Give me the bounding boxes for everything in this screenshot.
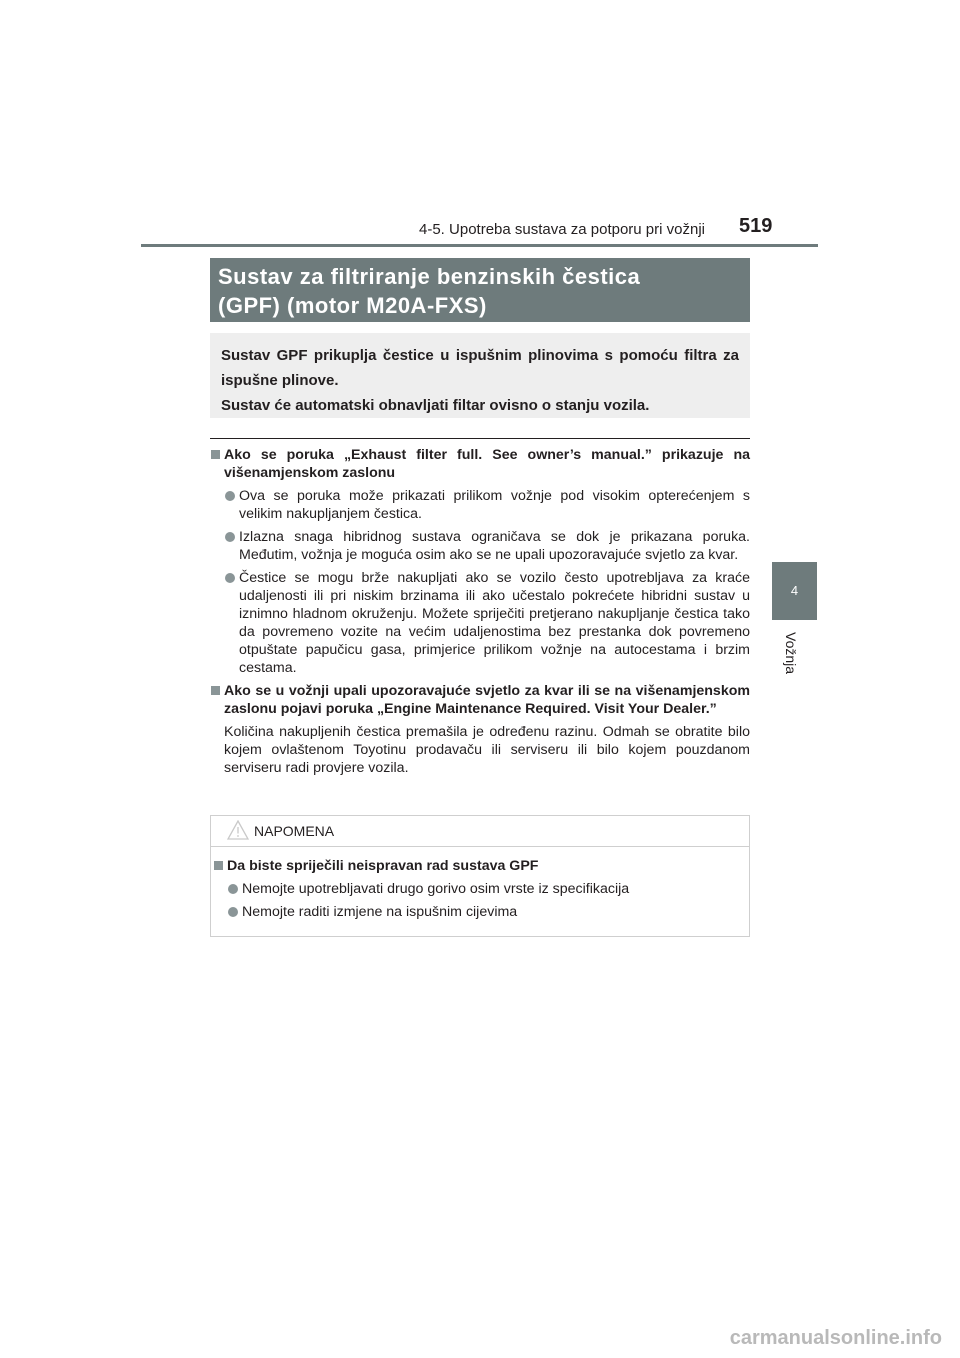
chapter-tab [772, 562, 817, 620]
header-divider [141, 244, 818, 247]
circle-bullet-icon [225, 573, 235, 583]
list-item [210, 528, 750, 564]
list-item-text: Izlazna snaga hibridnog sustava ograničava se dok je prikazana poruka. Međutim, vožnja je moguća osim ako se ne upali upozoravajuće svjetlo za kvar. [239, 529, 750, 563]
header-section-title: 4-5. Upotreba sustava za potporu pri vožnji [419, 221, 705, 238]
section1-heading [210, 446, 750, 482]
circle-bullet-icon [225, 491, 235, 501]
notice-box [210, 815, 750, 937]
section1-heading-text: Ako se poruka „Exhaust filter full. See owner’s manual.” prikazuje na višenamjenskom zaslonu [224, 447, 750, 481]
square-bullet-icon [211, 450, 220, 459]
circle-bullet-icon [225, 532, 235, 542]
notice-body [211, 847, 749, 921]
list-item [210, 569, 750, 677]
list-item-text: Čestice se mogu brže nakupljati ako se vozilo često upotrebljava za kraće udaljenosti ili pri niskim brzinama ili ako učestalo pokrećete hibridni sustav u iznimno hladnom okruženju. Možete spriječiti pretjerano nakupljanje čestica tako da povremeno vozite na većim udaljenostima bez prestanka dok povremeno otpuštate papučicu gasa, primjerice prilikom vožnje na autocestama i brzim cestama. [239, 570, 750, 676]
section-divider [210, 438, 750, 439]
list-item-text: Nemojte upotrebljavati drugo gorivo osim vrste iz specifikacija [242, 881, 630, 897]
watermark: carmanualsonline.info [729, 1327, 942, 1349]
circle-bullet-icon [228, 907, 238, 917]
chapter-number: 4 [790, 583, 799, 598]
section-title-line2: (GPF) (motor M20A-FXS) [218, 293, 487, 318]
notice-heading [213, 857, 749, 875]
section2-heading-text: Ako se u vožnji upali upozoravajuće svjetlo za kvar ili se na višenamjenskom zaslonu pojavi poruka „Engine Maintenance Required. Visit Your Dealer.” [224, 683, 750, 717]
warning-triangle-icon [227, 820, 249, 845]
intro-paragraph-1: Sustav GPF prikuplja čestice u ispušnim plinovima s pomoću filtra za ispušne plinove. [221, 347, 739, 389]
main-content [210, 446, 750, 783]
list-item [213, 903, 749, 921]
section-title [210, 258, 750, 322]
intro-box [210, 333, 750, 418]
square-bullet-icon [211, 686, 220, 695]
section2-heading [210, 682, 750, 718]
list-item [210, 487, 750, 523]
intro-paragraph-2: Sustav će automatski obnavljati filtar ovisno o stanju vozila. [221, 397, 650, 414]
circle-bullet-icon [228, 884, 238, 894]
section-title-line1: Sustav za filtriranje benzinskih čestica [218, 264, 641, 289]
section2-text: Količina nakupljenih čestica premašila je određenu razinu. Odmah se obratite bilo kojem ovlaštenom Toyotinu prodavaču ili serviseru ili bilo kojem pouzdanom serviseru radi provjere vozila. [224, 724, 750, 776]
notice-label: NAPOMENA [254, 823, 335, 839]
list-item-text: Nemojte raditi izmjene na ispušnim cijevima [242, 904, 518, 920]
chapter-label: Vožnja [783, 632, 799, 675]
list-item [213, 880, 749, 898]
notice-header [211, 816, 749, 847]
square-bullet-icon [214, 861, 223, 870]
page-number: 519 [739, 215, 773, 237]
notice-heading-text: Da biste spriječili neispravan rad sustava GPF [227, 858, 539, 874]
list-item-text: Ova se poruka može prikazati prilikom vožnje pod visokim opterećenjem s velikim nakupljanjem čestica. [239, 488, 750, 522]
